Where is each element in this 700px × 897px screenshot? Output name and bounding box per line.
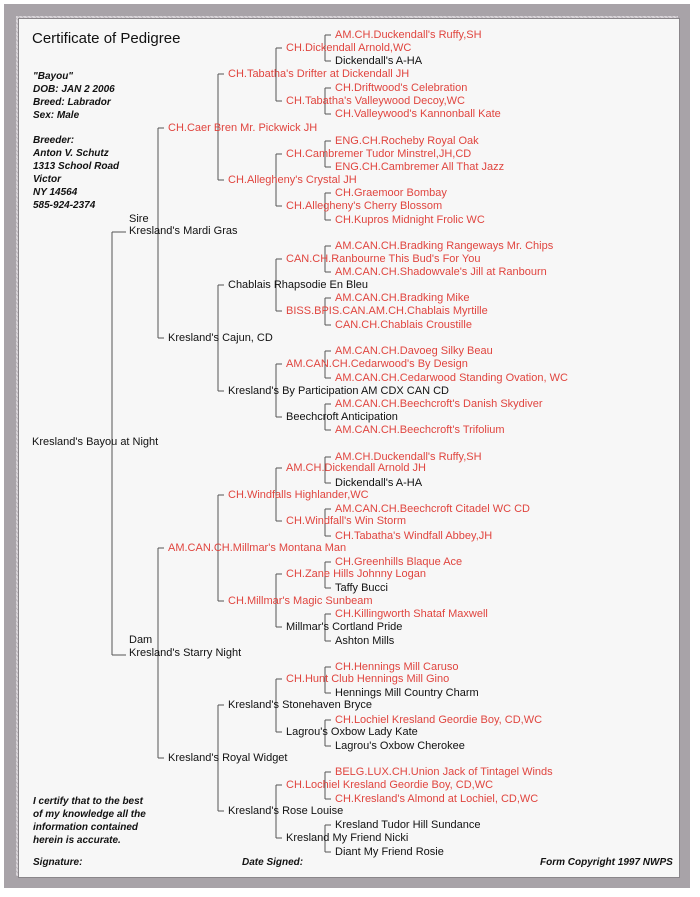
gen6-ancestor: Ashton Mills xyxy=(335,635,395,647)
certification-statement: I certify that to the best of my knowledge all the information contained herein is accurate. xyxy=(33,796,146,846)
gen6-ancestor: Dickendall's A-HA xyxy=(335,477,423,489)
gen6-ancestor: ENG.CH.Rocheby Royal Oak xyxy=(335,135,479,147)
dob: DOB: JAN 2 2006 xyxy=(33,84,115,95)
gen5-ancestor: Beechcroft Anticipation xyxy=(286,411,398,423)
gen5-ancestor: Lagrou's Oxbow Lady Kate xyxy=(286,726,418,738)
call-name: "Bayou" xyxy=(33,71,74,82)
gen6-ancestor: AM.CAN.CH.Beechcroft's Trifolium xyxy=(335,424,505,436)
form-copyright: Form Copyright 1997 NWPS xyxy=(540,857,673,868)
gen5-ancestor: AM.CH.Dickendall Arnold JH xyxy=(286,462,426,474)
gen6-ancestor: Lagrou's Oxbow Cherokee xyxy=(335,740,465,752)
gen4-ancestor: CH.Tabatha's Drifter at Dickendall JH xyxy=(228,68,410,80)
gen4-ancestor: Kresland's Stonehaven Bryce xyxy=(228,699,372,711)
gen5-ancestor: AM.CAN.CH.Cedarwood's By Design xyxy=(286,358,468,370)
gen6-ancestor: CAN.CH.Chablais Croustille xyxy=(335,319,472,331)
gen5-ancestor: CH.Tabatha's Valleywood Decoy,WC xyxy=(286,95,465,107)
gen3-ancestor: AM.CAN.CH.Millmar's Montana Man xyxy=(168,542,347,554)
gen6-ancestor: CH.Killingworth Shataf Maxwell xyxy=(335,608,488,620)
breeder-label: Breeder: xyxy=(33,135,75,146)
gen3-ancestor: Kresland's Cajun, CD xyxy=(168,332,273,344)
gen6-ancestor: Dickendall's A-HA xyxy=(335,55,423,67)
sire: Kresland's Mardi Gras xyxy=(129,225,238,237)
signature-label: Signature: xyxy=(33,857,83,868)
page-title: Certificate of Pedigree xyxy=(32,30,181,47)
sex: Sex: Male xyxy=(33,110,80,121)
breed: Breed: Labrador xyxy=(33,97,111,108)
gen5-ancestor: Kresland My Friend Nicki xyxy=(286,832,409,844)
gen6-ancestor: AM.CAN.CH.Shadowvale's Jill at Ranbourn xyxy=(335,266,547,278)
gen4-ancestor: CH.Millmar's Magic Sunbeam xyxy=(228,595,373,607)
gen6-ancestor: AM.CAN.CH.Cedarwood Standing Ovation, WC xyxy=(335,372,568,384)
gen5-ancestor: CH.Allegheny's Cherry Blossom xyxy=(286,200,443,212)
gen6-ancestor: AM.CAN.CH.Davoeg Silky Beau xyxy=(335,345,493,357)
gen4-ancestor: Kresland's By Participation AM CDX CAN CD xyxy=(228,385,449,397)
gen6-ancestor: CH.Kupros Midnight Frolic WC xyxy=(335,214,485,226)
gen4-ancestor: CH.Windfalls Highlander,WC xyxy=(228,489,369,501)
gen6-ancestor: CH.Kresland's Almond at Lochiel, CD,WC xyxy=(335,793,539,805)
dam: Kresland's Starry Night xyxy=(129,647,242,659)
gen5-ancestor: CH.Hunt Club Hennings Mill Gino xyxy=(286,673,450,685)
gen6-ancestor: CH.Driftwood's Celebration xyxy=(335,82,468,94)
gen4-ancestor: Chablais Rhapsodie En Bleu xyxy=(228,279,369,291)
gen3-ancestor: CH.Caer Bren Mr. Pickwick JH xyxy=(168,122,318,134)
date-signed-label: Date Signed: xyxy=(242,857,304,868)
gen6-ancestor: CH.Valleywood's Kannonball Kate xyxy=(335,108,501,120)
dam-label: Dam xyxy=(129,634,153,646)
gen6-ancestor: CH.Hennings Mill Caruso xyxy=(335,661,459,673)
gen5-ancestor: Millmar's Cortland Pride xyxy=(286,621,403,633)
gen6-ancestor: CH.Greenhills Blaque Ace xyxy=(335,556,463,568)
gen6-ancestor: AM.CAN.CH.Beechcroft Citadel WC CD xyxy=(335,503,530,515)
gen3-ancestor: Kresland's Royal Widget xyxy=(168,752,288,764)
gen6-ancestor: Taffy Bucci xyxy=(335,582,388,594)
breeder-name: Anton V. Schutz xyxy=(33,148,109,159)
gen5-ancestor: CH.Lochiel Kresland Geordie Boy, CD,WC xyxy=(286,779,494,791)
gen6-ancestor: Kresland Tudor Hill Sundance xyxy=(335,819,481,831)
gen4-ancestor: CH.Allegheny's Crystal JH xyxy=(228,174,357,186)
gen6-ancestor: CH.Graemoor Bombay xyxy=(335,187,447,199)
gen5-ancestor: CH.Windfall's Win Storm xyxy=(286,515,407,527)
breeder-street: 1313 School Road xyxy=(33,161,120,172)
gen6-ancestor: AM.CH.Duckendall's Ruffy,SH xyxy=(335,29,482,41)
gen6-ancestor: CH.Lochiel Kresland Geordie Boy, CD,WC xyxy=(335,714,543,726)
sire-label: Sire xyxy=(129,213,149,225)
breeder-state-zip: NY 14564 xyxy=(33,187,78,198)
gen6-ancestor: AM.CAN.CH.Bradking Rangeways Mr. Chips xyxy=(335,240,554,252)
gen5-ancestor: CH.Cambremer Tudor Minstrel,JH,CD xyxy=(286,148,472,160)
breeder-phone: 585-924-2374 xyxy=(33,200,96,211)
gen6-ancestor: AM.CAN.CH.Beechcroft's Danish Skydiver xyxy=(335,398,543,410)
gen6-ancestor: AM.CH.Duckendall's Ruffy,SH xyxy=(335,451,482,463)
breeder-city: Victor xyxy=(33,174,61,185)
gen6-ancestor: ENG.CH.Cambremer All That Jazz xyxy=(335,161,505,173)
gen4-ancestor: Kresland's Rose Louise xyxy=(228,805,344,817)
gen6-ancestor: CH.Tabatha's Windfall Abbey,JH xyxy=(335,530,493,542)
gen6-ancestor: BELG.LUX.CH.Union Jack of Tintagel Winds xyxy=(335,766,553,778)
gen5-ancestor: CAN.CH.Ranbourne This Bud's For You xyxy=(286,253,481,265)
gen5-ancestor: BISS.BPIS.CAN.AM.CH.Chablais Myrtille xyxy=(286,305,488,317)
gen5-ancestor: CH.Zane Hills Johnny Logan xyxy=(286,568,427,580)
gen6-ancestor: Hennings Mill Country Charm xyxy=(335,687,479,699)
gen6-ancestor: Diant My Friend Rosie xyxy=(335,846,444,858)
subject-dog: Kresland's Bayou at Night xyxy=(32,436,159,448)
gen5-ancestor: CH.Dickendall Arnold,WC xyxy=(286,42,412,54)
gen6-ancestor: AM.CAN.CH.Bradking Mike xyxy=(335,292,470,304)
